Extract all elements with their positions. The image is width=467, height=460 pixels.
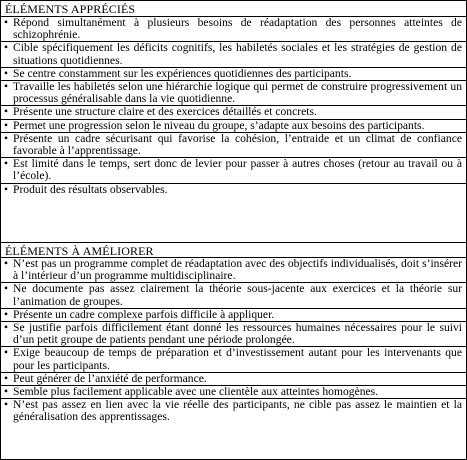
list-item-text: Cible spécifiquement les déficits cognitifs, les habiletés sociales et les stratégies de gestion de situations quotidiennes.: [13, 41, 462, 67]
list-item-text: Exige beaucoup de temps de préparation et d’investissement autant pour les intervenants que pour les participants.: [13, 346, 462, 372]
list-item-text: Semble plus facilement applicable avec une clientèle aux atteintes homogènes.: [13, 385, 379, 399]
bullet-icon: •: [4, 66, 9, 80]
list-item-text: Travaille les habiletés selon une hiérarchie logique qui permet de construire progressivement un processus généralisable dans la vie quotidienne.: [13, 80, 462, 106]
strengths-section: [1, 17, 466, 242]
bullet-icon: •: [4, 80, 9, 94]
list-item-text: Se centre constamment sur les expériences quotidiennes des participants.: [13, 66, 352, 80]
bullet-icon: •: [4, 182, 9, 196]
list-item-text: Permet une progression selon le niveau du groupe, s’adapte aux besoins des participants.: [13, 118, 425, 132]
list-item-text: Présente une structure claire et des exercices détaillés et concrets.: [13, 105, 317, 119]
list-item-text: Produit des résultats observables.: [13, 182, 168, 196]
bullet-icon: •: [4, 385, 9, 399]
improvements-list: [1, 258, 466, 424]
list-item-text: Ne documente pas assez clairement la théorie sous-jacente aux exercices et la théorie sur l’animation de groupes.: [13, 282, 462, 308]
list-item: [1, 258, 466, 283]
list-item-text: N’est pas un programme complet de réadaptation avec des objectifs individualisés, doit s’insérer à l’intérieur d’un programme multidisciplinaire.: [13, 258, 462, 283]
list-item-text: Peut générer de l’anxiété de performance.: [13, 371, 207, 385]
improvements-section: [1, 258, 466, 424]
bullet-icon: •: [4, 157, 9, 171]
bullet-icon: •: [4, 258, 9, 270]
list-item: [1, 17, 466, 42]
list-item: [1, 399, 466, 423]
list-item-text: N’est pas assez en lien avec la vie réelle des participants, ne cible pas assez le maintien et la généralisation des apprentissages.: [13, 398, 462, 424]
list-item-text: Se justifie parfois difficilement étant donné les ressources humaines nécessaires pour le suivi d’un petit groupe de patients pendant une période prolongée.: [13, 321, 462, 347]
bullet-icon: •: [4, 105, 9, 119]
bullet-icon: •: [4, 118, 9, 132]
list-item: [1, 158, 466, 183]
bullet-icon: •: [4, 321, 9, 335]
bullet-icon: •: [4, 398, 9, 412]
bullet-icon: •: [4, 371, 9, 385]
list-item: [1, 42, 466, 67]
strengths-list: [1, 17, 466, 196]
bullet-icon: •: [4, 346, 9, 360]
improvements-heading: ÉLÉMENTS À AMÉLIORER: [1, 242, 466, 258]
bullet-icon: •: [4, 41, 9, 55]
list-item: [1, 81, 466, 106]
list-item: [1, 133, 466, 158]
bullet-icon: •: [4, 282, 9, 296]
list-item-text: Présente un cadre sécurisant qui favorise la cohésion, l’entraide et un climat de confiance favorable à l’apprentissage.: [13, 131, 462, 158]
bullet-icon: •: [4, 131, 9, 145]
list-item: [1, 283, 466, 308]
strengths-heading: ÉLÉMENTS APPRÉCIÉS: [1, 1, 466, 17]
list-item: [1, 347, 466, 372]
list-item: [1, 322, 466, 347]
bullet-icon: •: [4, 17, 9, 29]
list-item-text: Présente un cadre complexe parfois difficile à appliquer.: [13, 307, 275, 321]
bullet-icon: •: [4, 307, 9, 321]
list-item: [1, 184, 466, 196]
list-item-text: Est limité dans le temps, sert donc de levier pour passer à autres choses (retour au travail ou à l’école).: [13, 157, 462, 183]
list-item-text: Répond simultanément à plusieurs besoins de réadaptation des personnes atteintes de schizophrénie.: [13, 17, 462, 42]
